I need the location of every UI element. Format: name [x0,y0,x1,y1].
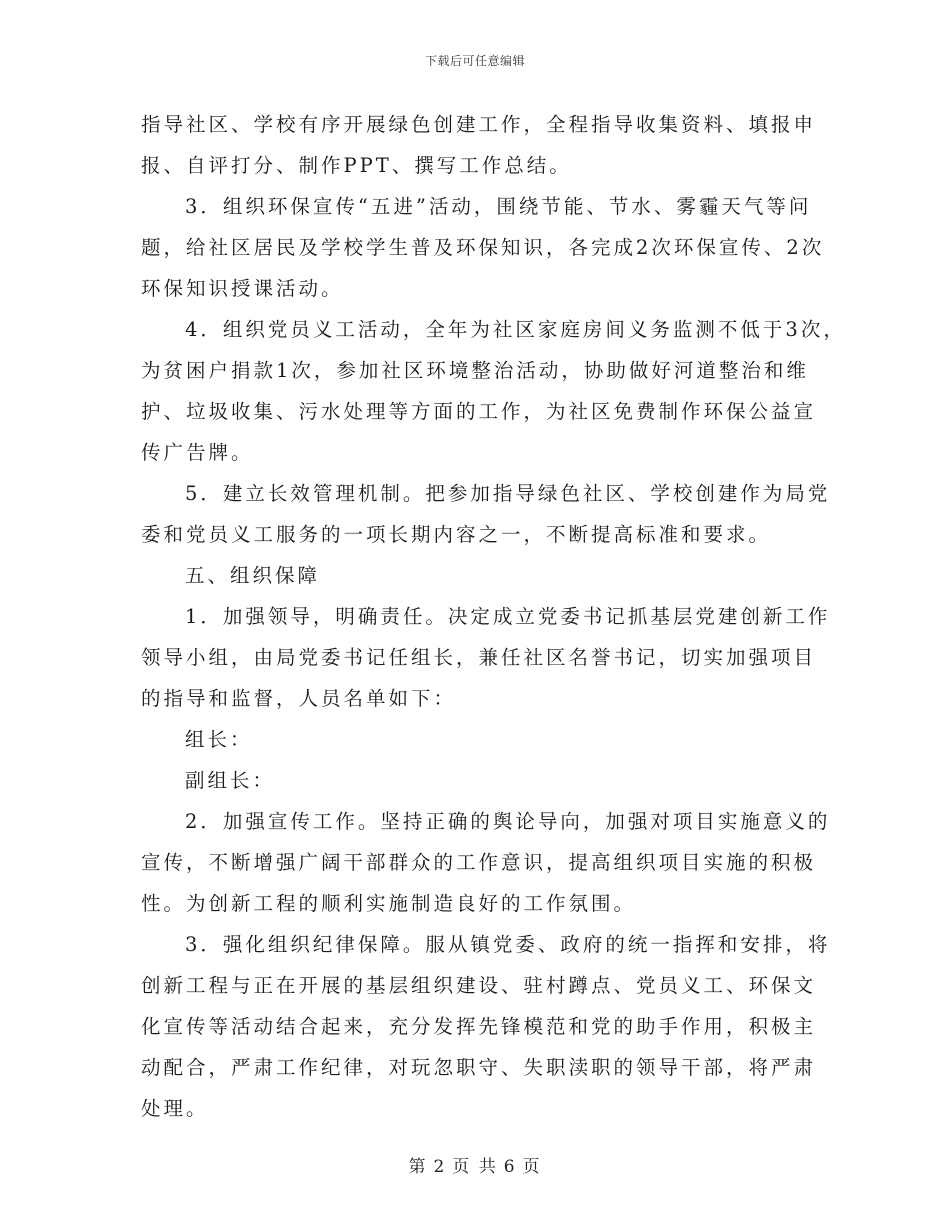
section-heading: 五、组织保障 [185,564,321,587]
paragraph-line: 4．组织党员义工活动，全年为社区家庭房间义务监测不低于3次， [185,318,846,341]
paragraph-line: 报、自评打分、制作PPT、撰写工作总结。 [141,154,572,177]
footer-middle: 页 共 [452,1157,498,1177]
paragraph-line: 3．组织环保宣传“五进”活动，围绕节能、节水、雾霾天气等问 [185,195,812,218]
paragraph-line: 处理。 [141,1097,209,1120]
paragraph-line: 的指导和监督，人员名单如下： [141,687,457,710]
paragraph-line: 宣传，不断增强广阔干部群众的工作意识，提高组织项目实施的积极 [141,851,817,874]
paragraph-line: 指导社区、学校有序开展绿色创建工作，全程指导收集资料、填报申 [141,113,817,136]
paragraph-line: 领导小组，由局党委书记任组长，兼任社区名誉书记，切实加强项目 [141,646,817,669]
paragraph-line: 2．加强宣传工作。坚持正确的舆论导向，加强对项目实施意义的 [185,810,831,833]
paragraph-line: 传广告牌。 [141,441,254,464]
paragraph-line: 1．加强领导，明确责任。决定成立党委书记抓基层党建创新工作 [185,605,831,628]
paragraph-line: 为贫困户捐款1次，参加社区环境整治活动，协助做好河道整治和维 [141,359,809,382]
footer-suffix: 页 [522,1157,542,1177]
current-page-number: 2 [433,1157,447,1177]
paragraph-line: 题，给社区居民及学校学生普及环保知识，各完成2次环保宣传、2次 [141,236,825,259]
paragraph-line: 3．强化组织纪律保障。服从镇党委、政府的统一指挥和安排，将 [185,933,831,956]
paragraph-line: 性。为创新工程的顺利实施制造良好的工作氛围。 [141,892,637,915]
footer-prefix: 第 [408,1157,428,1177]
document-body [141,104,846,1129]
paragraph-line: 环保知识授课活动。 [141,277,344,300]
paragraph-line: 创新工程与正在开展的基层组织建设、驻村蹲点、党员义工、环保文 [141,974,817,997]
page-header: 下载后可任意编辑 [424,54,525,68]
page-footer [0,1152,950,1177]
paragraph-line: 护、垃圾收集、污水处理等方面的工作，为社区免费制作环保公益宣 [141,400,817,423]
paragraph-line: 副组长： [185,769,276,792]
total-pages-number: 6 [503,1157,517,1177]
paragraph-line: 5．建立长效管理机制。把参加指导绿色社区、学校创建作为局党 [185,482,831,505]
paragraph-line: 化宣传等活动结合起来，充分发挥先锋模范和党的助手作用，积极主 [141,1015,817,1038]
paragraph-line: 动配合，严肃工作纪律，对玩忽职守、失职渎职的领导干部，将严肃 [141,1056,817,1079]
paragraph-line: 组长： [185,728,253,751]
paragraph-line: 委和党员义工服务的一项长期内容之一，不断提高标准和要求。 [141,523,772,546]
